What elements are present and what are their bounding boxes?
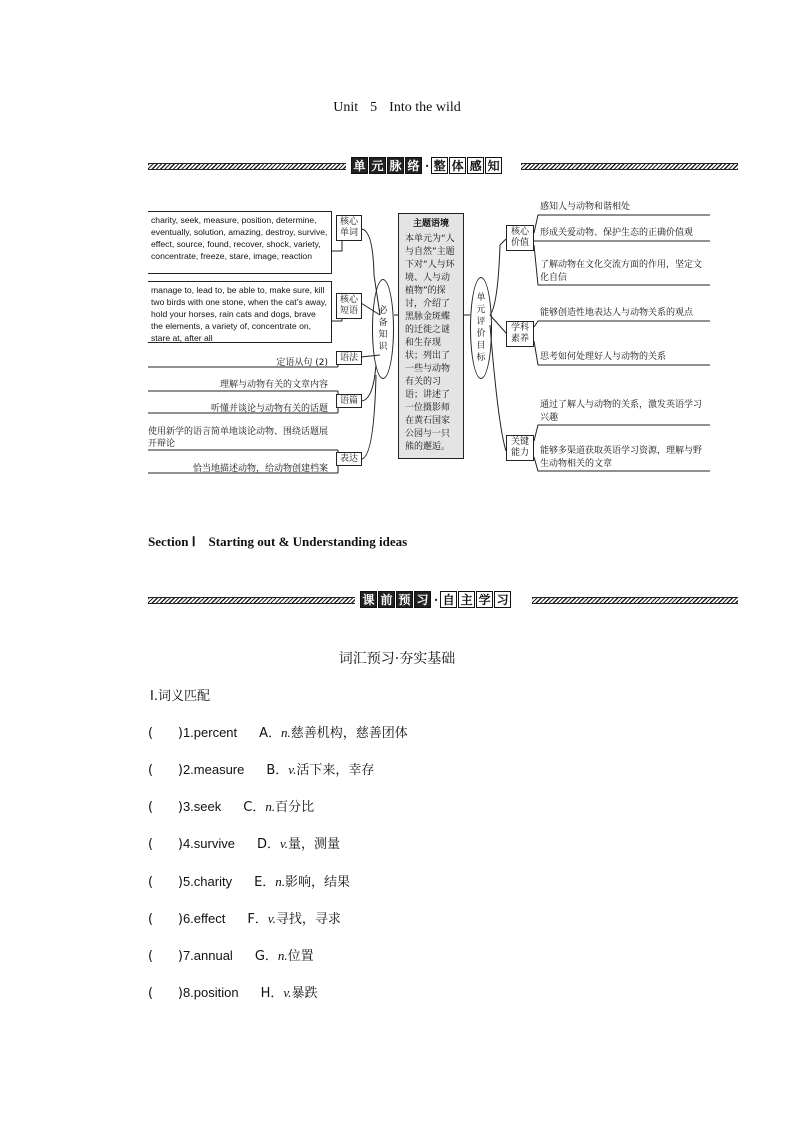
theme-context-text: 本单元为“人与自然”主题下对“人与环境、人与动植物”的探讨，介绍了黑脉金斑蝶的迁徙之谜和生存现状；列出了一些与动物有关的习语；讲述了一位摄影师在黄石国家公园与一只熊的邂逅。 bbox=[405, 234, 455, 452]
item-pos: n. bbox=[277, 948, 288, 963]
item-word: 3.seek bbox=[182, 799, 222, 814]
item-letter: H． bbox=[260, 986, 284, 1001]
item-letter: C． bbox=[243, 800, 266, 815]
item-pos: n. bbox=[275, 874, 286, 889]
banner-char: 知 bbox=[485, 157, 502, 174]
expression-text-1: 使用新学的语言简单地谈论动物、围绕话题展开辩论 bbox=[148, 427, 329, 449]
literacy-text-1: 能够创造性地表达人与动物关系的观点 bbox=[540, 308, 694, 318]
value-text-2: 形成关爱动物、保护生态的正确价值观 bbox=[540, 228, 694, 238]
matching-item bbox=[148, 908, 341, 927]
item-pos: v. bbox=[279, 836, 289, 851]
grammar-text: 定语从句 (2) bbox=[276, 358, 328, 368]
matching-item bbox=[148, 833, 340, 852]
tag-core-vocab: 核心单词 bbox=[336, 215, 362, 241]
banner-char: 习 bbox=[414, 591, 431, 608]
banner-char: 课 bbox=[360, 591, 377, 608]
banner-dot: · bbox=[434, 592, 439, 607]
matching-item bbox=[148, 759, 374, 778]
banner-char: 前 bbox=[378, 591, 395, 608]
banner-char: 络 bbox=[405, 157, 422, 174]
tag-core-phrase: 核心短语 bbox=[336, 293, 362, 319]
banner-char: 主 bbox=[458, 591, 475, 608]
item-word: 4.survive bbox=[182, 836, 235, 851]
answer-blank[interactable]: ( ) bbox=[148, 800, 183, 815]
item-meaning: 百分比 bbox=[275, 800, 315, 815]
discourse-text-2: 听懂并谈论与动物有关的话题 bbox=[210, 404, 328, 414]
item-letter: E． bbox=[254, 875, 276, 890]
item-pos: v. bbox=[283, 985, 292, 1000]
item-letter: A． bbox=[259, 726, 282, 741]
item-word: 7.annual bbox=[182, 948, 233, 963]
item-letter: G． bbox=[254, 949, 278, 964]
item-meaning: 位置 bbox=[287, 949, 314, 964]
theme-context-title: 主题语境 bbox=[412, 219, 449, 229]
value-text-1: 感知人与动物和谐相处 bbox=[540, 202, 631, 212]
vocab-preview-title: 词汇预习·夯实基础 bbox=[338, 651, 456, 667]
banner-char: 习 bbox=[494, 591, 511, 608]
banner-char: 感 bbox=[467, 157, 484, 174]
item-word: 6.effect bbox=[182, 911, 226, 926]
item-meaning: 暴跌 bbox=[291, 986, 318, 1001]
item-word: 5.charity bbox=[182, 874, 233, 889]
literacy-text-2: 思考如何处理好人与动物的关系 bbox=[540, 352, 667, 362]
banner-boxes bbox=[360, 591, 512, 608]
banner-char: 脉 bbox=[387, 157, 404, 174]
banner-hatch-right bbox=[532, 597, 738, 604]
core-phrase-box: manage to, lead to, be able to, make sure, kill two birds with one stone, when the cat’s away, hold your horses, rain cats and dogs, brave the elements, a variety of, concentrate on, stare at, after all bbox=[148, 281, 332, 343]
item-meaning: 影响，结果 bbox=[285, 875, 351, 890]
value-text-3: 了解动物在文化交流方面的作用，坚定文化自信 bbox=[540, 260, 703, 283]
expression-text-2: 恰当地描述动物，给动物创建档案 bbox=[192, 464, 328, 474]
tag-expression: 表达 bbox=[336, 452, 362, 466]
matching-item bbox=[148, 982, 317, 1001]
answer-blank[interactable]: ( ) bbox=[148, 912, 183, 927]
ellipse-unit-goals: 单元评价目标 bbox=[470, 277, 492, 379]
banner-char: 学 bbox=[476, 591, 493, 608]
banner-unit-overview bbox=[148, 157, 738, 177]
item-pos: v. bbox=[267, 911, 276, 926]
matching-item bbox=[148, 796, 314, 815]
item-word: 1.percent bbox=[182, 725, 238, 740]
matching-item bbox=[148, 722, 408, 741]
discourse-text-1: 理解与动物有关的文章内容 bbox=[219, 380, 328, 390]
matching-item bbox=[148, 871, 350, 890]
banner-hatch-left bbox=[148, 163, 346, 170]
tag-key-ability: 关键能力 bbox=[506, 435, 534, 461]
tag-discourse: 语篇 bbox=[336, 394, 362, 408]
item-meaning: 活下来，幸存 bbox=[296, 763, 375, 778]
item-pos: n. bbox=[281, 725, 291, 740]
item-letter: D． bbox=[256, 837, 280, 852]
item-word: 2.measure bbox=[182, 762, 245, 777]
ability-text-1: 通过了解人与动物的关系，激发英语学习兴趣 bbox=[540, 400, 703, 423]
unit-number: 5 bbox=[370, 100, 378, 115]
banner-char: 自 bbox=[440, 591, 457, 608]
banner-char: 整 bbox=[431, 157, 448, 174]
item-pos: n. bbox=[265, 799, 276, 814]
answer-blank[interactable]: ( ) bbox=[148, 875, 183, 890]
banner-preview bbox=[148, 591, 738, 611]
section-name: Starting out & Understanding ideas bbox=[208, 534, 408, 549]
item-meaning: 量，测量 bbox=[288, 837, 341, 852]
unit-label: Unit bbox=[333, 100, 359, 115]
theme-context-box bbox=[398, 213, 464, 459]
matching-item bbox=[148, 945, 314, 964]
item-meaning: 寻找，寻求 bbox=[275, 912, 341, 927]
answer-blank[interactable]: ( ) bbox=[148, 837, 183, 852]
core-vocab-box: charity, seek, measure, position, determine, eventually, solution, amazing, destroy, survive, effect, source, found, recover, shock, variety, concentrate, freeze, stare, image, reaction bbox=[148, 211, 332, 274]
unit-title bbox=[0, 100, 794, 116]
item-letter: B． bbox=[266, 763, 289, 778]
banner-char: 体 bbox=[449, 157, 466, 174]
banner-hatch-left bbox=[148, 597, 355, 604]
banner-hatch-right bbox=[521, 163, 738, 170]
ellipse-essential-knowledge: 必备知识 bbox=[372, 279, 394, 379]
banner-dot: · bbox=[425, 158, 430, 173]
banner-boxes bbox=[351, 157, 503, 174]
answer-blank[interactable]: ( ) bbox=[148, 986, 183, 1001]
answer-blank[interactable]: ( ) bbox=[148, 949, 183, 964]
answer-blank[interactable]: ( ) bbox=[148, 726, 183, 741]
tag-core-values: 核心价值 bbox=[506, 225, 534, 251]
item-word: 8.position bbox=[182, 985, 239, 1000]
mind-map bbox=[148, 202, 710, 475]
banner-char: 单 bbox=[351, 157, 368, 174]
item-letter: F． bbox=[247, 912, 268, 927]
answer-blank[interactable]: ( ) bbox=[148, 763, 183, 778]
item-pos: v. bbox=[288, 762, 297, 777]
exercise-heading: Ⅰ.词义匹配 bbox=[150, 689, 210, 704]
section-label: Section Ⅰ bbox=[148, 534, 196, 549]
banner-char: 元 bbox=[369, 157, 386, 174]
banner-char: 预 bbox=[396, 591, 413, 608]
tag-grammar: 语法 bbox=[336, 351, 362, 365]
tag-subject-literacy: 学科素养 bbox=[506, 321, 534, 347]
unit-name: Into the wild bbox=[389, 100, 461, 115]
ability-text-2: 能够多渠道获取英语学习资源，理解与野生动物相关的文章 bbox=[540, 446, 703, 469]
section-title bbox=[148, 534, 407, 550]
item-meaning: 慈善机构，慈善团体 bbox=[290, 726, 408, 741]
